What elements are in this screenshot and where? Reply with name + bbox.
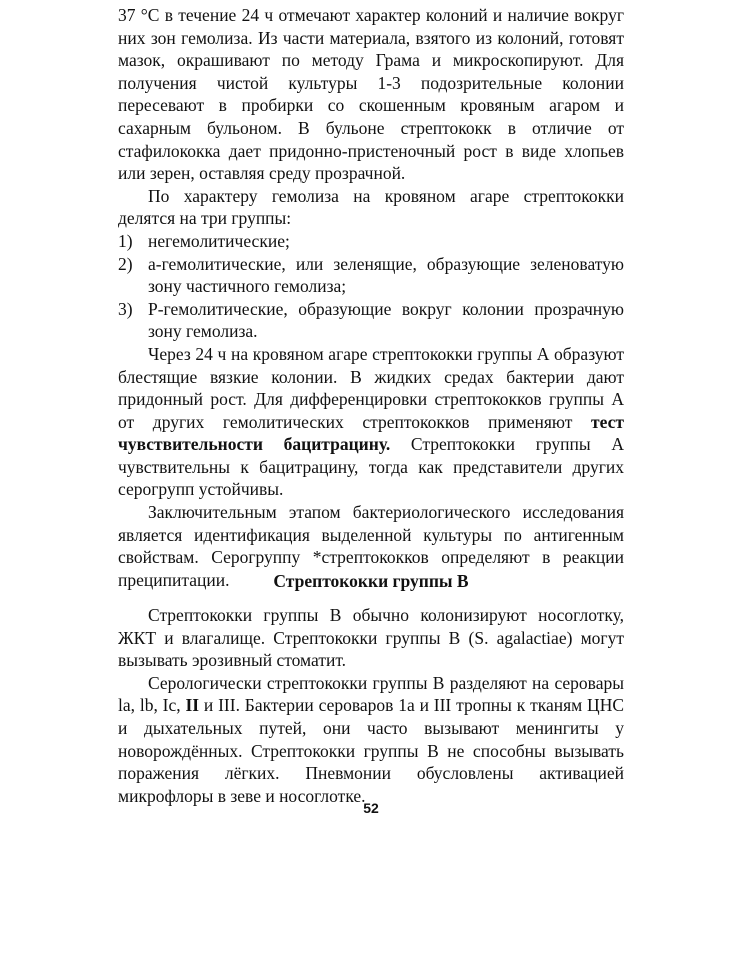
hemolysis-group-list (118, 230, 624, 343)
list-item (118, 230, 624, 253)
paragraph-identification: Заключительным этапом бактериологического исследования является идентификация выделенной культуры по антигенным свойствам. Серогруппу *стрептококков определяют в реакции преципитации. (118, 502, 624, 590)
serovar-bold: II (185, 695, 200, 716)
paragraph-group-b-serovars (118, 672, 624, 808)
list-item-number: 1) (118, 230, 133, 251)
list-item-text: Р-гемолитические, образующие вокруг колонии прозрачную зону гемолиза. (148, 298, 624, 342)
list-item-number: 3) (118, 298, 133, 319)
section-title: Стрептококки группы В (273, 571, 469, 591)
paragraph-text: и III. Бактерии сероваров 1a и III тропны к тканям ЦНС и дыхательных путей, они часто вызывают менингиты у новорождённых. Стрептококки группы В не способны вызывать поражения лёгких. Пневмонии обусловлены активацией микрофлоры в зеве и носоглотке. (118, 695, 624, 806)
bacitracin-test-term: тест чувствительности бацитрацину. (118, 411, 624, 455)
paragraph-culture-method: 37 °С в течение 24 ч отмечают характер колоний и наличие вокруг них зон гемолиза. Из части материала, взятого из колоний, готовят мазок, окрашивают по методу Грама и микроскопируют. Для получения чистой культуры 1-3 подозрительные колонии пересевают в пробирки со скошенным кровяным агаром и сахарным бульоном. В бульоне стрептококк в отличие от стафилококка дает придонно-пристеночный рост в виде хлопьев или зерен, оставляя среду прозрачной. (118, 5, 624, 184)
paragraph-text: Стрептококки группы А чувствительны к бацитрацину, тогда как представители других серогрупп устойчивы. (118, 434, 624, 500)
page-content (118, 4, 624, 816)
paragraph-hemolysis-groups: По характеру гемолиза на кровяном агаре стрептококки делятся на три группы: (118, 185, 624, 229)
paragraph-group-a-colonies (118, 343, 624, 501)
section-group-b (118, 604, 624, 807)
paragraph-text: Через 24 ч на кровяном агаре стрептококки группы А образуют блестящие вязкие колонии. В жидких средах бактерии дают придонный рост. Для дифференцировки стрептококков группы А от других гемолитических стрептококков применяют (118, 343, 624, 432)
list-item-text: а-гемолитические, или зеленящие, образующие зеленоватую зону частичного гемолиза; (148, 253, 624, 297)
list-item (118, 253, 624, 298)
paragraph-group-b-colonization: Стрептококки группы В обычно колонизируют носоглотку, ЖКТ и влагалище. Стрептококки группы В (S. agalactiae) могут вызывать эрозивный стоматит. (118, 605, 624, 671)
page-number: 52 (363, 800, 379, 816)
list-item (118, 298, 624, 343)
list-item-number: 2) (118, 253, 133, 274)
list-item-text: негемолитические; (148, 230, 290, 251)
paragraph-text: Серологически стрептококки группы В разделяют на серовары la, lb, Ic, (118, 672, 624, 716)
